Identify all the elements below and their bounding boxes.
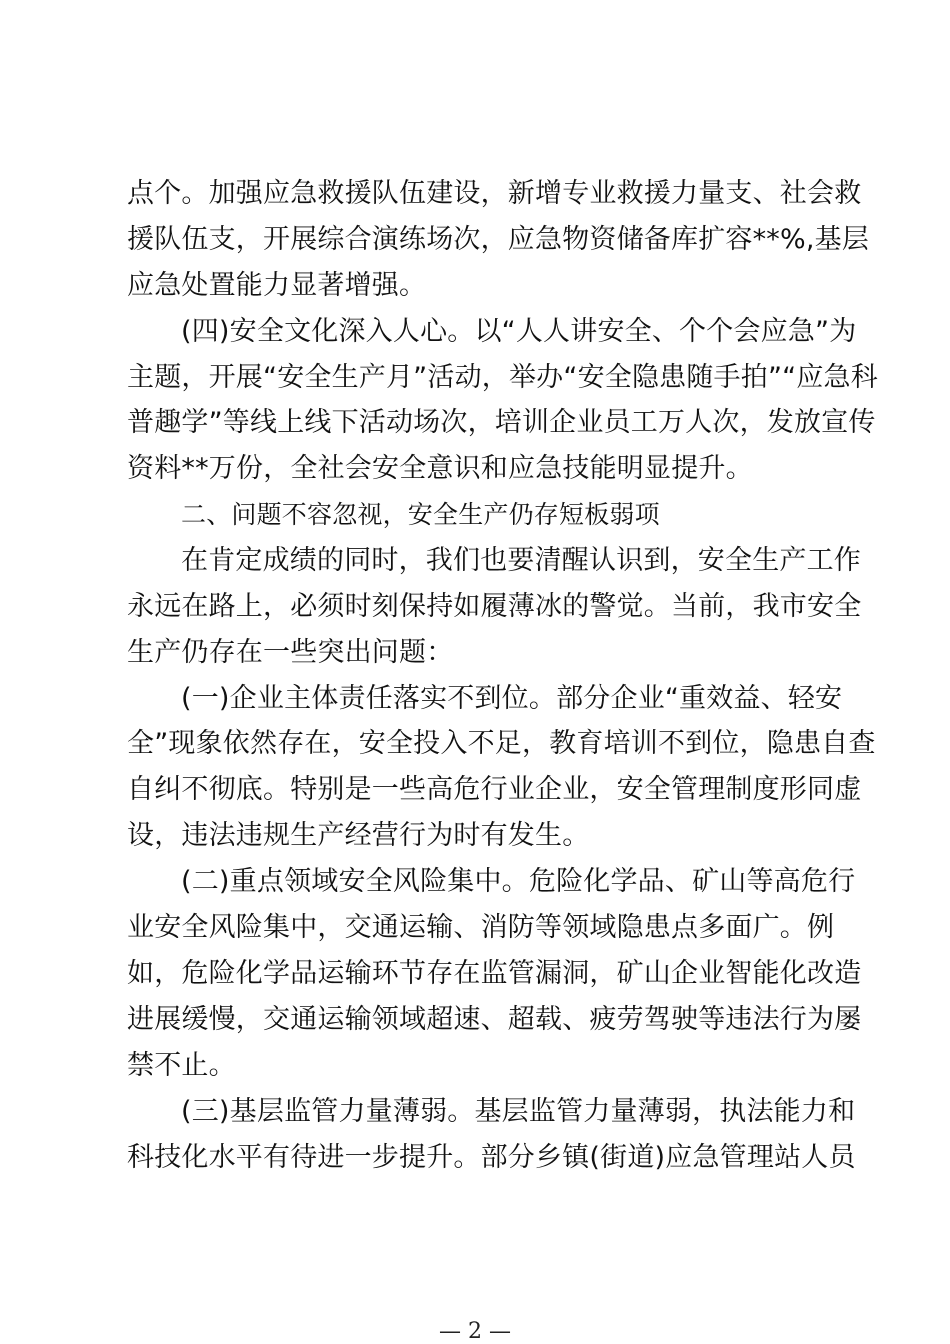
body-text-line: 科技化水平有待进一步提升。部分乡镇(街道)应急管理站人员: [127, 1142, 856, 1173]
body-text-line: 自纠不彻底。特别是一些高危行业企业，安全管理制度形同虚: [127, 774, 862, 805]
body-text-line: 设，违法违规生产经营行为时有发生。: [127, 820, 590, 851]
paragraph-start-line: (四)安全文化深入人心。以“人人讲安全、个个会应急”为: [181, 316, 857, 347]
paragraph-start-line: (一)企业主体责任落实不到位。部分企业“重效益、轻安: [181, 683, 843, 714]
paragraph-start-line: (三)基层监管力量薄弱。基层监管力量薄弱，执法能力和: [181, 1096, 856, 1127]
body-text-line: 资料**万份，全社会安全意识和应急技能明显提升。: [127, 453, 753, 484]
body-text-line: 永远在路上，必须时刻保持如履薄冰的警觉。当前，我市安全: [127, 591, 862, 622]
paragraph-start-line: 在肯定成绩的同时，我们也要清醒认识到，安全生产工作: [181, 545, 861, 576]
section-heading: 二、问题不容忽视，安全生产仍存短板弱项: [181, 500, 660, 529]
body-text-line: 进展缓慢，交通运输领域超速、超载、疲劳驾驶等违法行为屡: [127, 1004, 862, 1035]
paragraph-start-line: (二)重点领域安全风险集中。危险化学品、矿山等高危行: [181, 866, 856, 897]
body-text-line: 全”现象依然存在，安全投入不足，教育培训不到位，隐患自查: [127, 728, 876, 759]
page-number: — 2 —: [439, 1319, 511, 1344]
body-text-line: 主题，开展“安全生产月”活动，举办“安全隐患随手拍”“应急科: [127, 362, 878, 393]
body-text-line: 点个。加强应急救援队伍建设，新增专业救援力量支、社会救: [127, 178, 862, 209]
body-text-line: 应急处置能力显著增强。: [127, 270, 427, 301]
body-text-line: 生产仍存在一些突出问题：: [127, 637, 454, 668]
body-text-line: 业安全风险集中，交通运输、消防等领域隐患点多面广。例: [127, 912, 835, 943]
body-text-line: 普趣学”等线上线下活动场次，培训企业员工万人次，发放宣传: [127, 407, 876, 438]
body-text-line: 如，危险化学品运输环节存在监管漏洞，矿山企业智能化改造: [127, 958, 862, 989]
body-text-line: 援队伍支，开展综合演练场次，应急物资储备库扩容**%,基层: [127, 224, 870, 255]
body-text-line: 禁不止。: [127, 1050, 236, 1081]
